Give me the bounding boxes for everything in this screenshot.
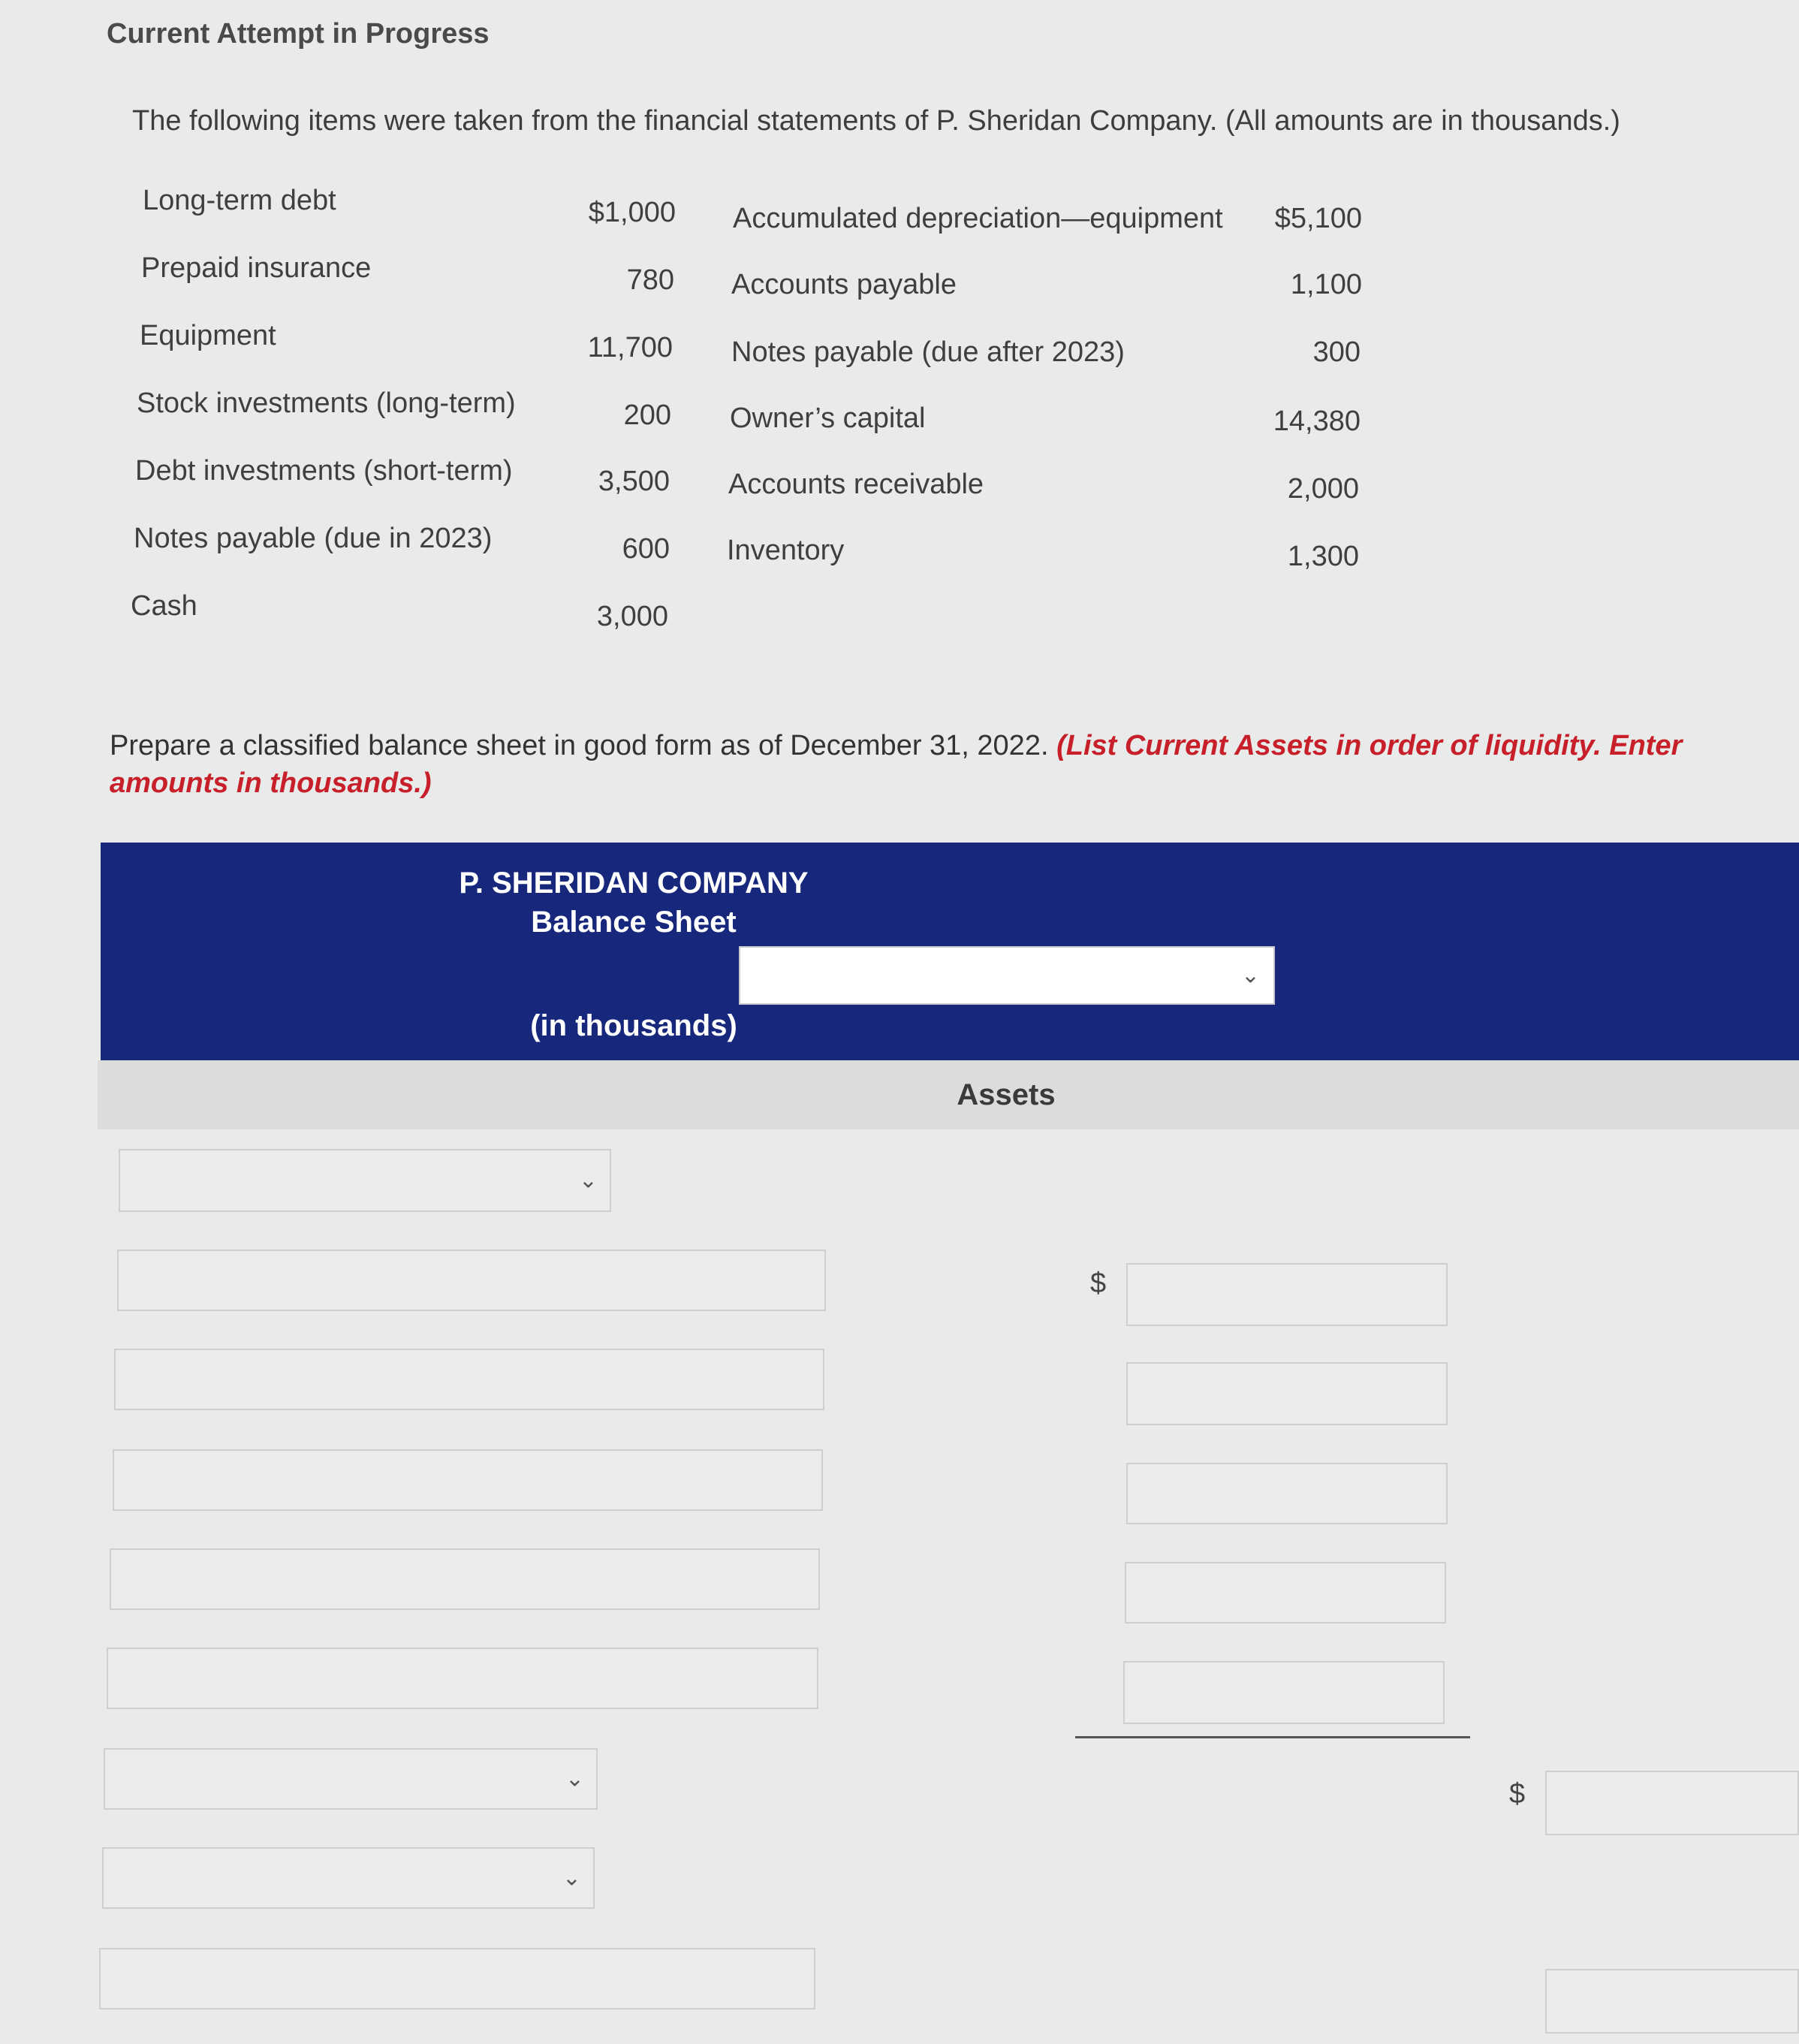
item-amount: 1,100 [1290,269,1362,300]
item-label: Inventory [727,535,845,566]
item-amount: 300 [1312,336,1361,368]
instructions-note: (List Current Assets in order of liquidity. Enter amounts in thousands.) [110,730,1683,799]
account-name-input[interactable] [117,1250,826,1311]
instructions [110,727,1724,802]
item-amount: $1,000 [588,197,676,228]
item-label: Accounts receivable [728,469,984,500]
amount-input[interactable] [1126,1263,1448,1326]
account-name-input[interactable] [113,1449,823,1511]
item-amount: 780 [626,264,674,296]
account-name-input[interactable] [99,1948,815,2009]
item-label: Notes payable (due in 2023) [134,523,493,554]
item-label: Prepaid insurance [141,252,372,284]
item-amount: 1,300 [1287,541,1359,572]
item-amount: 2,000 [1287,473,1359,505]
item-label: Accounts payable [731,269,957,300]
total-amount-input[interactable] [1545,1969,1799,2033]
item-label: Equipment [140,320,276,351]
date-select[interactable] [739,946,1275,1005]
section-title-assets: Assets [957,1078,1056,1111]
intro-text: The following items were taken from the financial statements of P. Sheridan Company. (All amounts are in thousands.) [132,105,1620,137]
amount-input[interactable] [1126,1362,1448,1425]
chevron-down-icon: ⌄ [1240,963,1260,988]
amount-input[interactable] [1126,1463,1448,1524]
account-category-select[interactable] [102,1847,595,1909]
section-band [98,1060,1799,1129]
account-name-input[interactable] [107,1648,818,1709]
statement-title: Balance Sheet [531,906,737,939]
item-amount: 14,380 [1273,405,1361,437]
item-label: Stock investments (long-term) [137,387,516,419]
item-amount: 600 [622,533,670,565]
account-name-input[interactable] [110,1548,820,1610]
item-label: Owner’s capital [730,402,926,434]
dollar-sign: $ [1509,1778,1526,1810]
account-category-select[interactable] [119,1149,611,1212]
total-label-select[interactable] [104,1748,598,1810]
item-amount: 11,700 [587,332,673,363]
heading: Current Attempt in Progress [107,18,490,50]
instructions-text: Prepare a classified balance sheet in good form as of December 31, 2022. [110,730,1049,761]
item-label: Debt investments (short-term) [135,455,513,487]
dollar-sign: $ [1090,1268,1107,1299]
amount-input[interactable] [1125,1562,1446,1623]
chevron-down-icon: ⌄ [578,1168,598,1193]
balance-sheet-header [101,843,1799,1060]
item-amount: 200 [623,399,671,431]
item-amount: $5,100 [1274,203,1362,234]
company-name: P. SHERIDAN COMPANY [459,867,809,900]
item-amount: 3,000 [596,601,668,632]
chevron-down-icon: ⌄ [562,1865,581,1891]
item-label: Cash [131,590,197,622]
units-label: (in thousands) [530,1009,737,1042]
amount-input[interactable] [1123,1661,1445,1724]
item-amount: 3,500 [598,466,670,497]
total-amount-input[interactable] [1545,1771,1799,1835]
account-name-input[interactable] [114,1349,824,1410]
item-label: Notes payable (due after 2023) [731,336,1125,368]
chevron-down-icon: ⌄ [565,1766,584,1792]
item-label: Long-term debt [143,185,336,216]
item-label: Accumulated depreciation—equipment [733,203,1223,234]
subtotal-rule [1075,1736,1470,1738]
